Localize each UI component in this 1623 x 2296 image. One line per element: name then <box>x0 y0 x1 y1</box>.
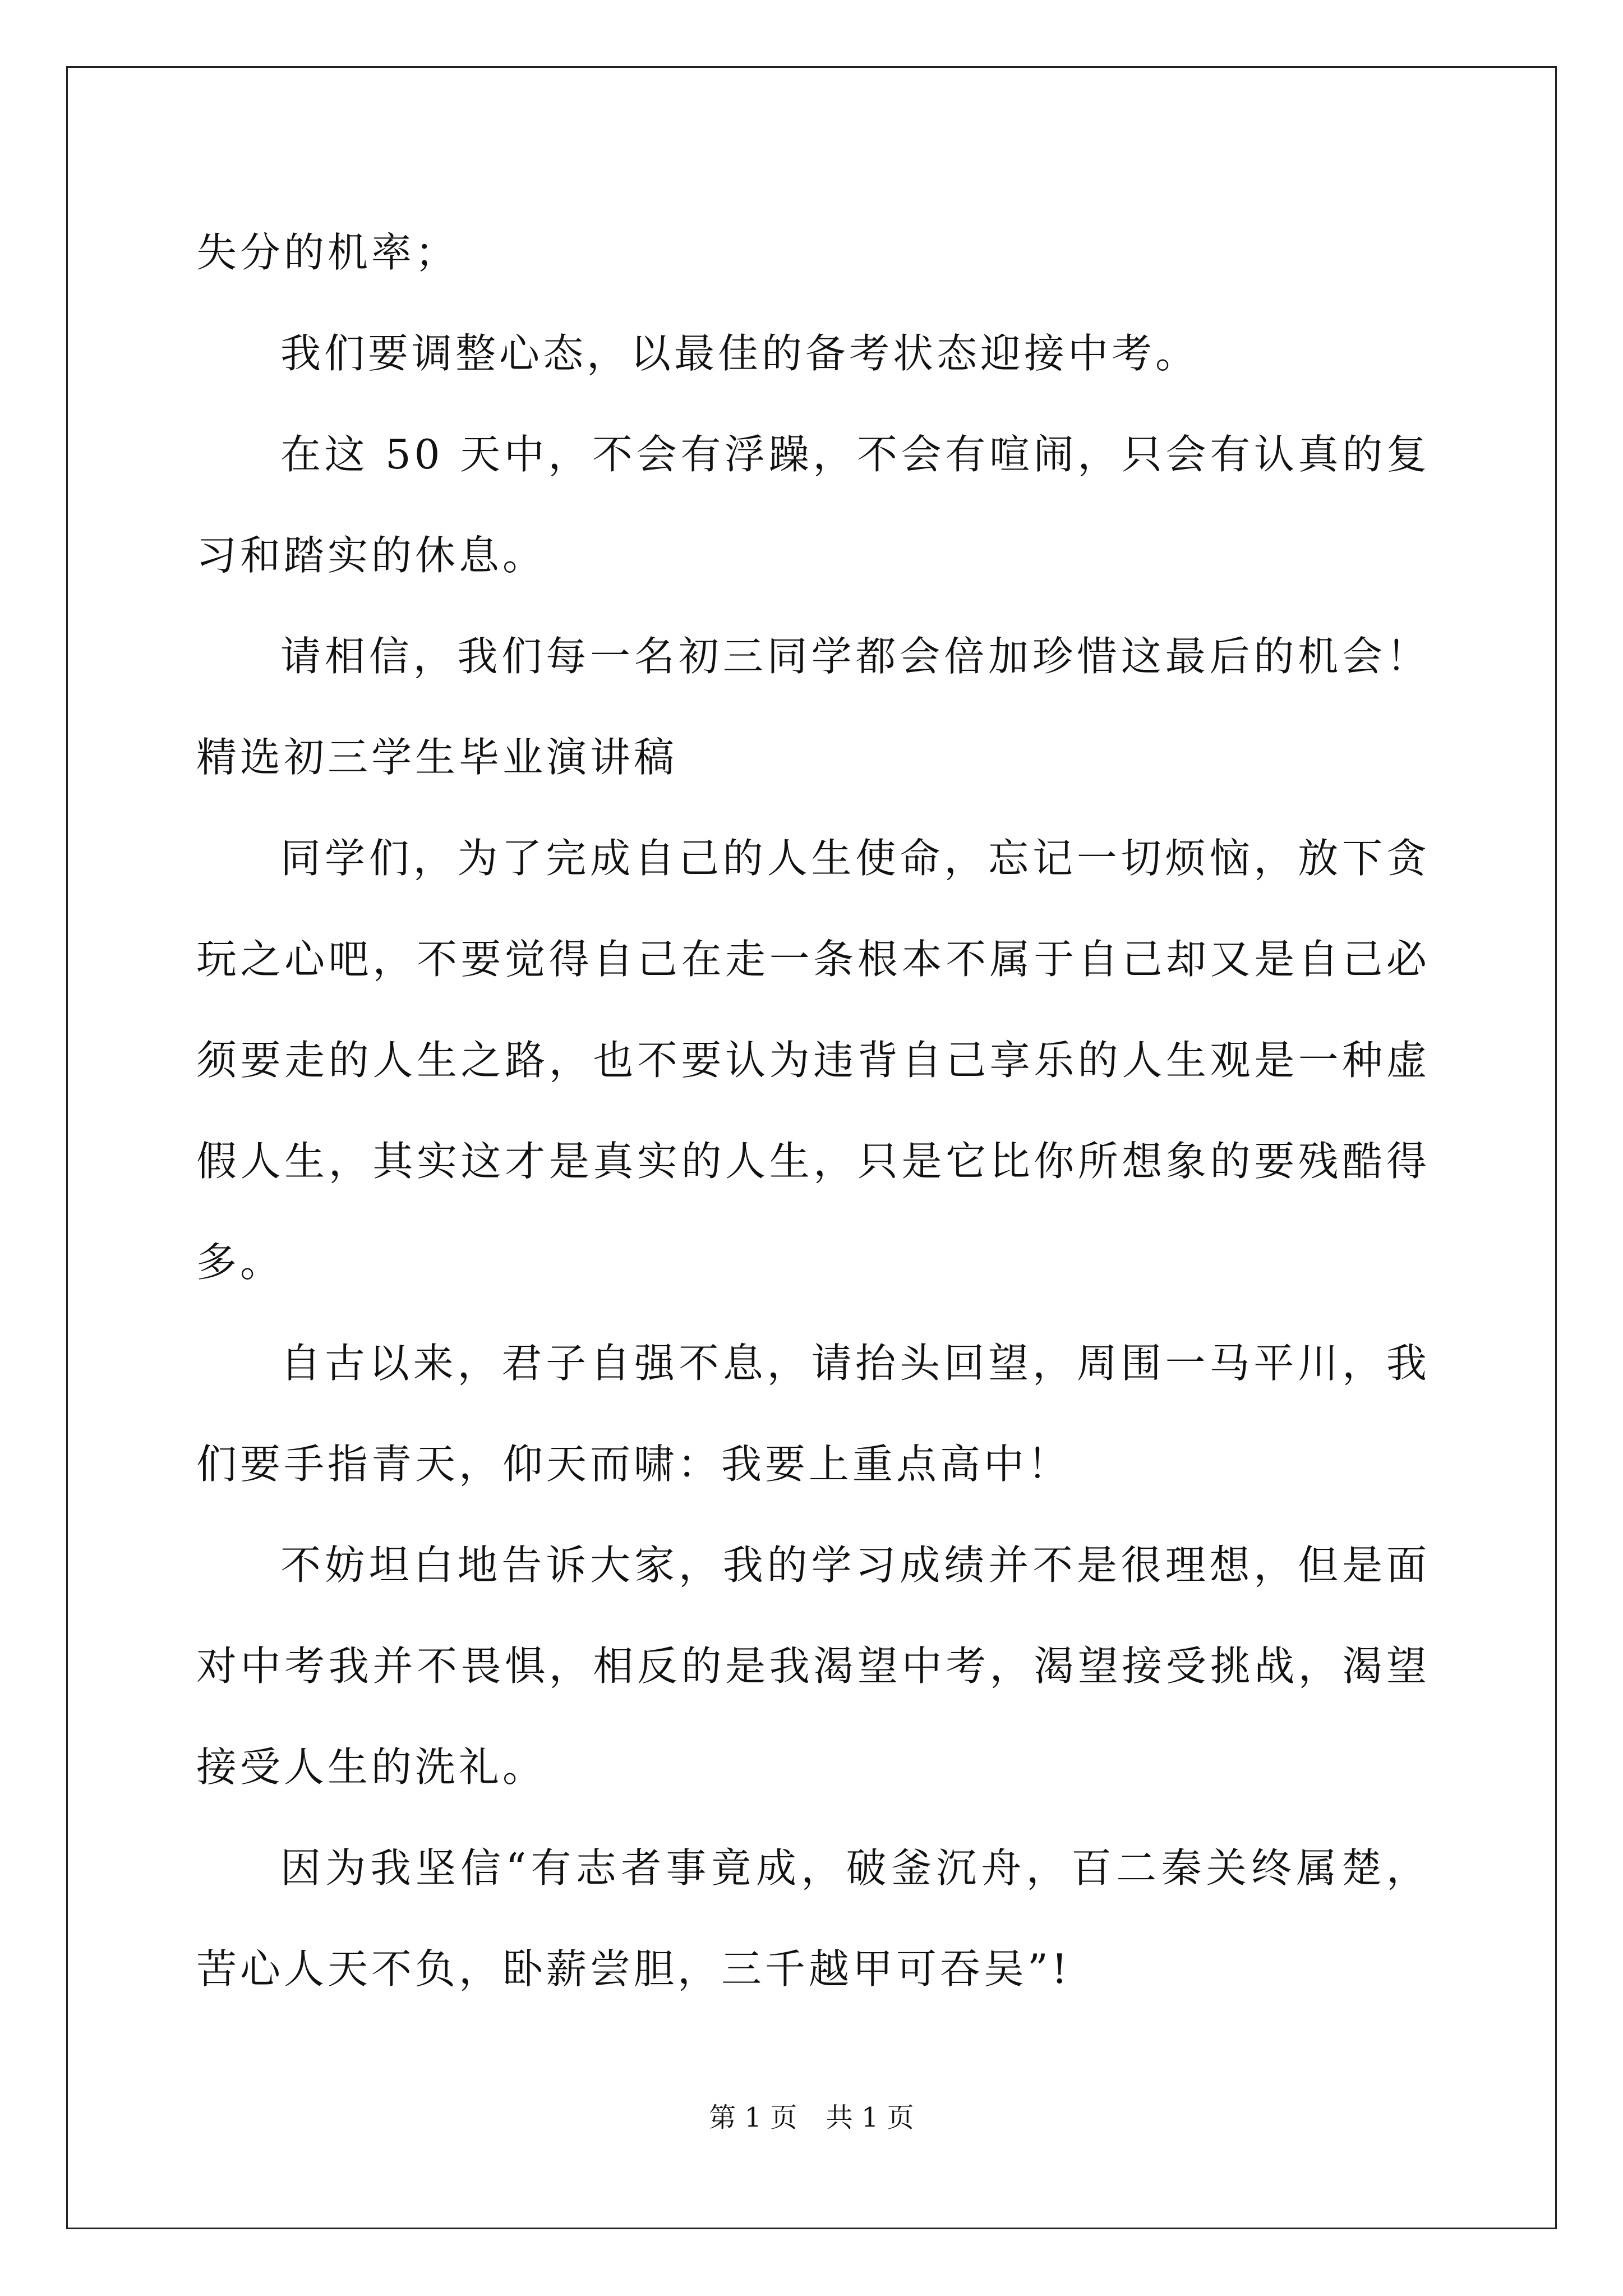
paragraph-2: 我们要调整心态，以最佳的备考状态迎接中考。 <box>280 330 1200 377</box>
page-footer <box>0 2101 1623 2134</box>
document-body <box>196 202 1430 2019</box>
paragraph-3: 在这 50 天中，不会有浮躁，不会有喧闹，只会有认真的复习和踏实的休息。 <box>196 431 1430 579</box>
paragraph-1: 失分的机率； <box>196 229 459 276</box>
page-number: 第 1 页 <box>709 2102 797 2133</box>
paragraph-4: 请相信，我们每一名初三同学都会倍加珍惜这最后的机会！精选初三学生毕业演讲稿 <box>196 633 1430 781</box>
paragraph-6: 自古以来，君子自强不息，请抬头回望，周围一马平川，我们要手指青天，仰天而啸：我要上重点高中！ <box>196 1340 1430 1488</box>
page-total: 共 1 页 <box>826 2102 914 2133</box>
paragraph-5: 同学们，为了完成自己的人生使命，忘记一切烦恼，放下贪玩之心吧，不要觉得自己在走一条根本不属于自己却又是自己必须要走的人生之路，也不要认为违背自己享乐的人生观是一种虚假人生，其实这才是真实的人生，只是它比你所想象的要残酷得多。 <box>196 835 1430 1286</box>
paragraph-7: 不妨坦白地告诉大家，我的学习成绩并不是很理想，但是面对中考我并不畏惧，相反的是我渴望中考，渴望接受挑战，渴望接受人生的洗礼。 <box>196 1542 1430 1791</box>
paragraph-8: 因为我坚信“有志者事竟成，破釜沉舟，百二秦关终属楚，苦心人天不负，卧薪尝胆，三千越甲可吞吴”! <box>196 1844 1430 1993</box>
